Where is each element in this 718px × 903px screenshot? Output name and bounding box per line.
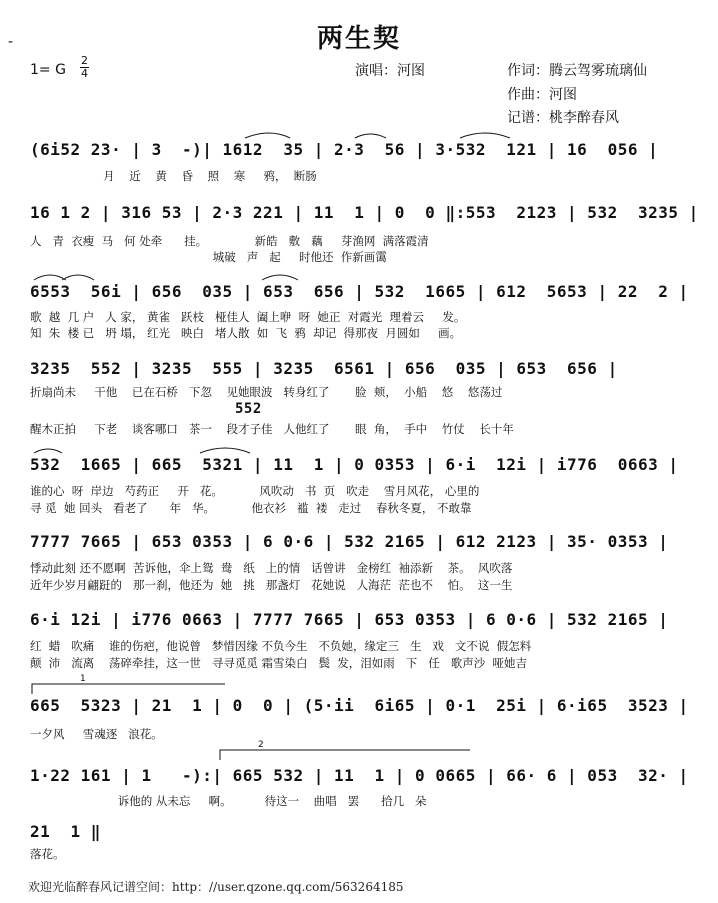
lyric-line-verse-1: 悸动此刻 还不愿啊 苦诉他，伞上鸳 鸯 纸 上的情 话曾讲 金榜红 袖添新 茶。 风吹落 bbox=[30, 561, 513, 575]
lyric-line-verse-1: 谁的心 呀 岸边 芍药正 开 花。 风吹动 书 页 吹走 雪月风花， 心里的 bbox=[30, 484, 480, 498]
score-row-8 bbox=[30, 696, 698, 746]
score-row-9 bbox=[30, 766, 698, 806]
notation-line: 532 1665 | 665 5321 | 11 1 | 0 0353 | 6·i 12i | i776 0663 | bbox=[30, 455, 679, 474]
lyric-line-verse-2: 城破 声 起 时他还 作新画霭 bbox=[30, 250, 387, 264]
score-row-10 bbox=[30, 822, 698, 862]
dash-mark: - bbox=[8, 34, 14, 50]
notation-line: 16 1 2 | 316 53 | 2·3 221 | 11 1 | 0 0 ‖:553 2123 | 532 3235 | bbox=[30, 203, 699, 222]
lyric-line-verse-2: 寻 觅 她 回头 看老了 年 华。 他衣衫 褴 褛 走过 春秋冬夏， 不敢靠 bbox=[30, 501, 472, 515]
lyric-line: 诉他的 从未忘 啊。 待这一 曲唱 罢 拾几 朵 bbox=[30, 794, 427, 808]
lyric-line-verse-1: 歌 越 几 户 人 家， 黄雀 跃枝 桠佳人 阖上咿 呀 她正 对霞光 理着云 发。 bbox=[30, 310, 466, 324]
notation-line: 21 1 ‖ bbox=[30, 822, 101, 841]
lyric-line-verse-1: 红 蜡 吹痛 谁的伤疤，他说曾 梦惜因缘 不负今生 不负她，缘定三 生 戏 文不说 假怎料 bbox=[30, 639, 532, 653]
slur-mark bbox=[355, 134, 386, 138]
score-row-2 bbox=[30, 203, 698, 263]
lyric-line-verse-1: 折扇尚未 干他 已在石桥 下忽 见她眼波 转身红了 脸 颊， 小船 悠 悠荡过 bbox=[30, 385, 503, 399]
time-bottom: 4 bbox=[81, 67, 88, 80]
score-row-6 bbox=[30, 532, 698, 592]
lyricist-credit: 作词：腾云驾雾琉璃仙 bbox=[507, 63, 647, 79]
notation-line: 3235 552 | 3235 555 | 3235 6561 | 656 035 | 653 656 | bbox=[30, 359, 618, 378]
composer-credit: 作曲：河图 bbox=[507, 87, 577, 103]
score-row-3 bbox=[30, 282, 698, 342]
transcriber-credit: 记谱：桃李醉春风 bbox=[507, 110, 619, 126]
lyric-line-verse-2: 知 朱 楼 已 坍 塌， 红光 映白 堵人散 如 飞 鸦 却记 得那夜 月圆如 画。 bbox=[30, 326, 462, 340]
slur-mark bbox=[62, 275, 94, 280]
lyric-line: 落花。 bbox=[30, 847, 65, 861]
key-signature: 1= G bbox=[30, 62, 66, 78]
score-row-7 bbox=[30, 610, 698, 670]
volta-bracket-2 bbox=[220, 750, 470, 760]
singer-credit: 演唱：河图 bbox=[355, 63, 425, 79]
notation-line: 1·22 161 | 1 -):| 665 532 | 11 1 | 0 0665 | 66· 6 | 053 32· | bbox=[30, 766, 689, 785]
score-row-1 bbox=[30, 140, 698, 190]
volta-bracket-1 bbox=[32, 684, 225, 694]
lyric-line: 一夕风 雪魂逐 浪花。 bbox=[30, 727, 163, 741]
slur-mark bbox=[34, 275, 66, 280]
notation-line: 6·i 12i | i776 0663 | 7777 7665 | 653 0353 | 6 0·6 | 532 2165 | bbox=[30, 610, 669, 629]
lyric-line-verse-2: 近年少岁月翩跹的 那一刹，他还为 她 挑 那盏灯 花她说 人海茫 茫也不 怕。 这一生 bbox=[30, 578, 513, 592]
notation-line: 7777 7665 | 653 0353 | 6 0·6 | 532 2165 | 612 2123 | 35· 0353 | bbox=[30, 532, 669, 551]
notation-line: (6i52 23· | 3 -)| 1612 35 | 2·3 56 | 3·532 121 | 16 056 | bbox=[30, 140, 659, 159]
volta-label-1: 1 bbox=[80, 674, 86, 684]
lyric-line-verse-1: 人 青 衣瘦 马 何 处牵 挂。 新皓 敷 藕 芽渔网 满落霞清 bbox=[30, 234, 429, 248]
footer-link-text: 欢迎光临醉春风记谱空间：http：//user.qzone.qq.com/563264185 bbox=[28, 880, 404, 894]
slur-mark bbox=[200, 448, 250, 453]
score-row-5 bbox=[30, 455, 698, 515]
volta-label-2: 2 bbox=[258, 740, 264, 750]
slur-mark bbox=[460, 133, 510, 138]
slur-mark bbox=[262, 275, 298, 280]
lyric-line-verse-2: 颠 沛 流离 荡碎牵挂，这一世 寻寻觅觅 霜雪染白 鬓 发，泪如雨 下 任 歌声沙 哑她吉 bbox=[30, 656, 528, 670]
notation-line: 6553 56i | 656 035 | 653 656 | 532 1665 | 612 5653 | 22 2 | bbox=[30, 282, 689, 301]
time-top: 2 bbox=[81, 54, 88, 67]
lyric-line: 月 近 黄 昏 照 寒 鸦， 断肠 bbox=[30, 169, 317, 183]
alternate-notes: 552 bbox=[235, 401, 262, 417]
notation-line: 665 5323 | 21 1 | 0 0 | (5·ii 6i65 | 0·1 25i | 6·i65 3523 | bbox=[30, 696, 689, 715]
slur-mark bbox=[34, 449, 62, 453]
song-title: 两生契 bbox=[316, 24, 401, 54]
slur-mark bbox=[245, 133, 290, 138]
time-signature bbox=[80, 55, 89, 80]
score-row-4 bbox=[30, 359, 698, 439]
lyric-line-verse-2: 醒木正拍 下老 谈客哪口 茶一 段才子佳 人他红了 眼 角， 手中 竹仗 长十年 bbox=[30, 422, 514, 436]
